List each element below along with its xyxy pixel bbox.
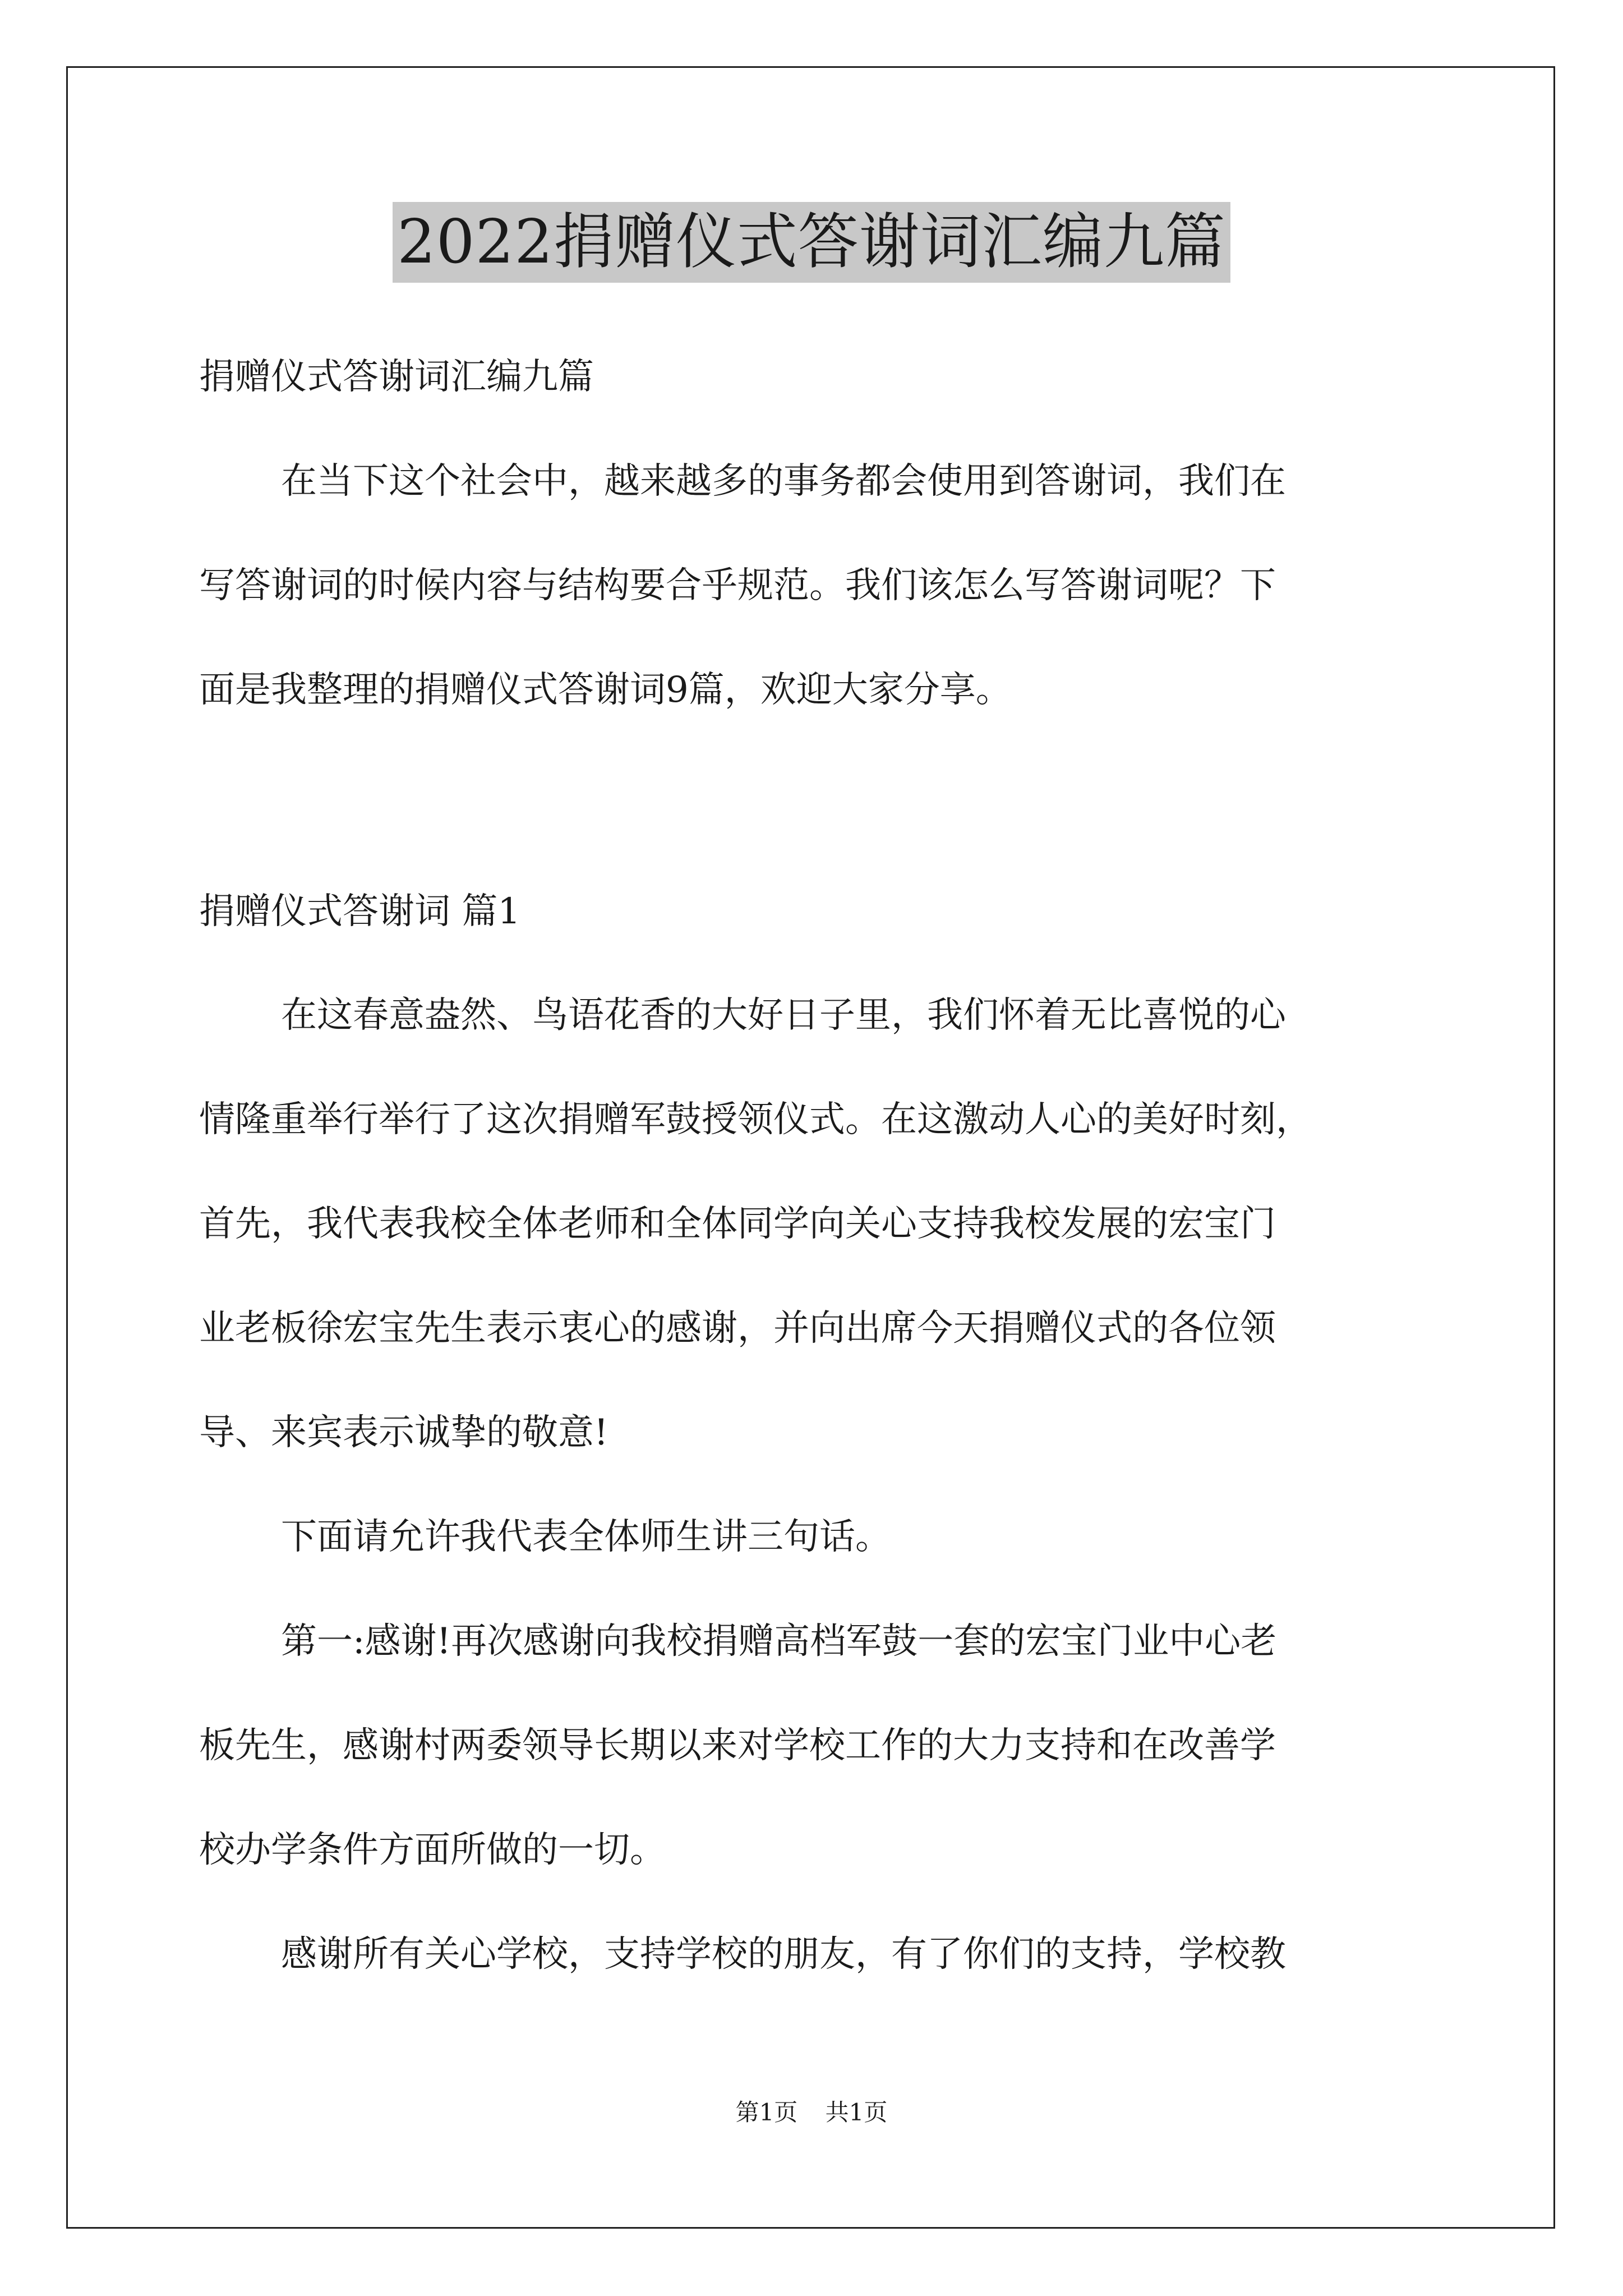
page-footer bbox=[0, 2097, 1623, 2128]
para1-line-3: 首先，我代表我校全体老师和全体同学向关心支持我校发展的宏宝门 bbox=[199, 1203, 1276, 1245]
para1-line-5: 导、来宾表示诚挚的敬意! bbox=[199, 1412, 608, 1453]
document-title: 2022捐赠仪式答谢词汇编九篇 bbox=[393, 202, 1230, 283]
para2-line-1: 下面请允许我代表全体师生讲三句话。 bbox=[281, 1516, 891, 1558]
title-container bbox=[0, 202, 1623, 283]
para1-line-1: 在这春意盎然、鸟语花香的大好日子里，我们怀着无比喜悦的心 bbox=[281, 995, 1286, 1036]
para3-line-1: 第一:感谢!再次感谢向我校捐赠高档军鼓一套的宏宝门业中心老 bbox=[281, 1621, 1277, 1662]
intro-line-3: 面是我整理的捐赠仪式答谢词9篇，欢迎大家分享。 bbox=[199, 669, 1012, 711]
subtitle: 捐赠仪式答谢词汇编九篇 bbox=[199, 356, 594, 398]
intro-line-2: 写答谢词的时候内容与结构要合乎规范。我们该怎么写答谢词呢？下 bbox=[199, 565, 1276, 606]
page-number-current: 第1页 bbox=[735, 2099, 798, 2126]
para1-line-4: 业老板徐宏宝先生表示衷心的感谢，并向出席今天捐赠仪式的各位领 bbox=[199, 1308, 1276, 1349]
intro-line-1: 在当下这个社会中，越来越多的事务都会使用到答谢词，我们在 bbox=[281, 461, 1286, 502]
para4-line-1: 感谢所有关心学校，支持学校的朋友，有了你们的支持，学校教 bbox=[281, 1934, 1286, 1975]
para3-line-3: 校办学条件方面所做的一切。 bbox=[199, 1829, 666, 1871]
para3-line-2: 板先生，感谢村两委领导长期以来对学校工作的大力支持和在改善学 bbox=[199, 1725, 1276, 1766]
section-heading: 捐赠仪式答谢词 篇1 bbox=[199, 891, 521, 932]
para1-line-2: 情隆重举行举行了这次捐赠军鼓授领仪式。在这激动人心的美好时刻， bbox=[199, 1099, 1312, 1140]
page-number-total: 共1页 bbox=[825, 2099, 888, 2126]
